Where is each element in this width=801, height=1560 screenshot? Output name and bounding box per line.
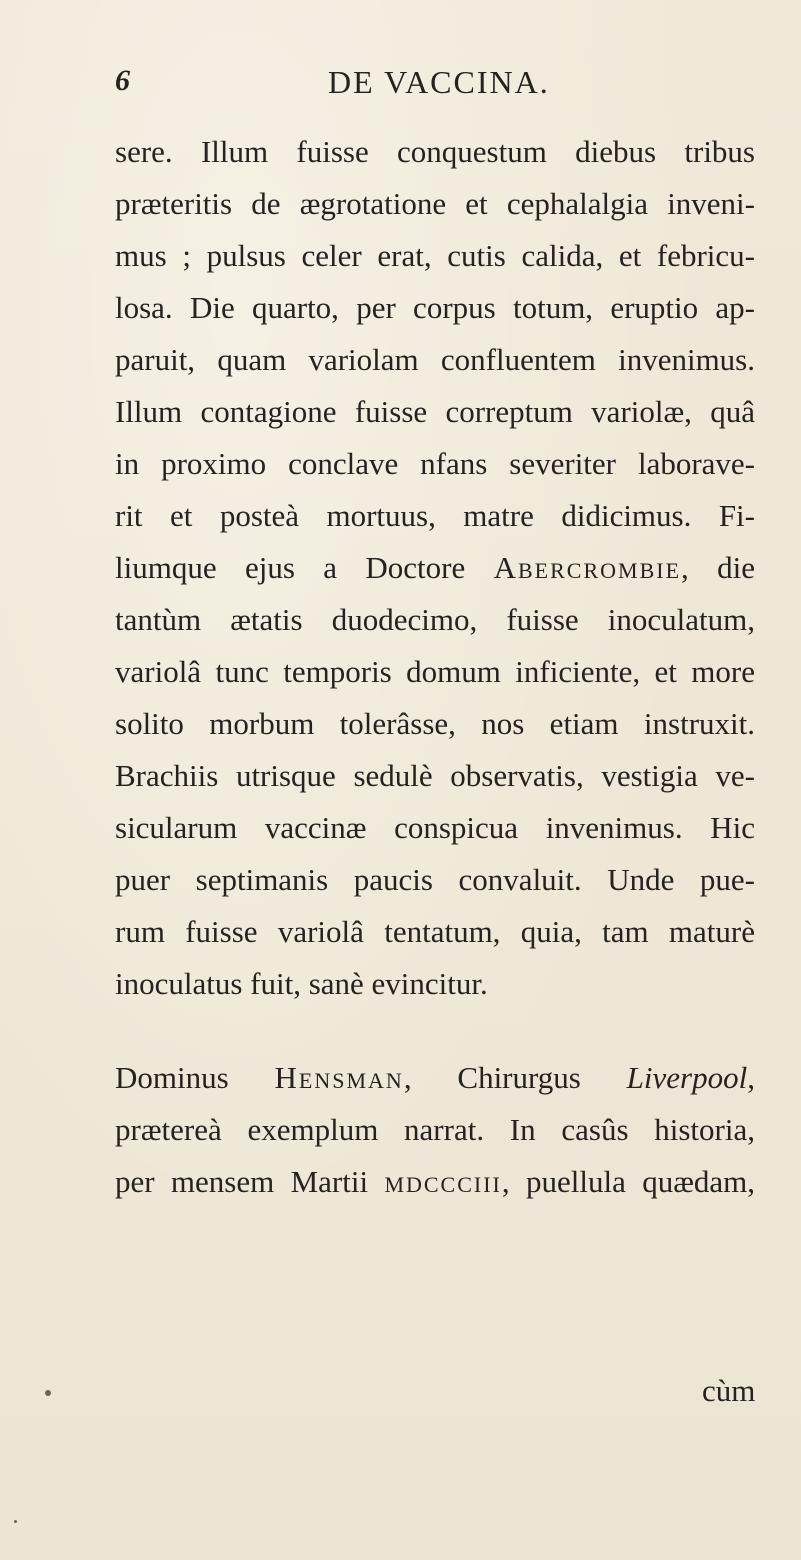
text-line: puer septimanis paucis convaluit. Unde pue-: [115, 862, 755, 897]
place-name: Liverpool: [626, 1060, 748, 1095]
text-run: , puellula quædam,: [501, 1164, 755, 1199]
text-line: sicularum vaccinæ conspicua invenimus. Hic: [115, 810, 755, 845]
person-name: Abercrombie: [493, 550, 682, 585]
text-line: Brachiis utrisque sedulè observatis, vestigia ve-: [115, 758, 755, 793]
page-number: 6: [115, 64, 130, 97]
text-line: losa. Die quarto, per corpus totum, eruptio ap-: [115, 290, 755, 325]
text-run: , die: [681, 550, 756, 585]
text-line: mus ; pulsus celer erat, cutis calida, et febricu-: [115, 238, 755, 273]
text-run: liumque ejus a Doctore: [115, 550, 494, 585]
text-line: in proximo conclave nfans severiter laborave-: [115, 446, 755, 481]
running-head: [0, 64, 801, 114]
text-line: tantùm ætatis duodecimo, fuisse inoculatum,: [115, 602, 755, 637]
roman-year: mdccciii: [384, 1164, 502, 1199]
text-line: variolâ tunc temporis domum inficiente, et more: [115, 654, 755, 689]
text-line: solito morbum tolerâsse, nos etiam instruxit.: [115, 706, 755, 741]
text-run: Dominus: [115, 1060, 275, 1095]
text-line: sere. Illum fuisse conquestum diebus tribus: [115, 134, 755, 169]
paragraph-gap: [115, 1010, 755, 1052]
text-line: [115, 1156, 755, 1208]
catchword: cùm: [702, 1373, 756, 1408]
text-line: paruit, quam variolam confluentem invenimus.: [115, 342, 755, 377]
text-run: per mensem Martii: [115, 1164, 385, 1199]
ink-speck: [14, 1520, 17, 1523]
text-line: prætereà exemplum narrat. In casûs historia,: [115, 1112, 755, 1147]
text-line: rum fuisse variolâ tentatum, quia, tam maturè: [115, 914, 755, 949]
running-title: DE VACCINA.: [328, 64, 550, 100]
body-text: [115, 126, 755, 1208]
text-line: rit et posteà mortuus, matre didicimus. Fi-: [115, 498, 755, 533]
text-run: , Chirurgus: [403, 1060, 627, 1095]
person-name: Hensman: [274, 1060, 404, 1095]
text-run: ,: [747, 1060, 755, 1095]
text-line: [115, 542, 755, 594]
text-line: præteritis de ægrotatione et cephalalgia inveni-: [115, 186, 755, 221]
text-line: [115, 1052, 755, 1104]
ink-speck: [45, 1390, 51, 1396]
text-line: inoculatus fuit, sanè evincitur.: [115, 966, 488, 1001]
text-line: Illum contagione fuisse correptum variolæ, quâ: [115, 394, 755, 429]
